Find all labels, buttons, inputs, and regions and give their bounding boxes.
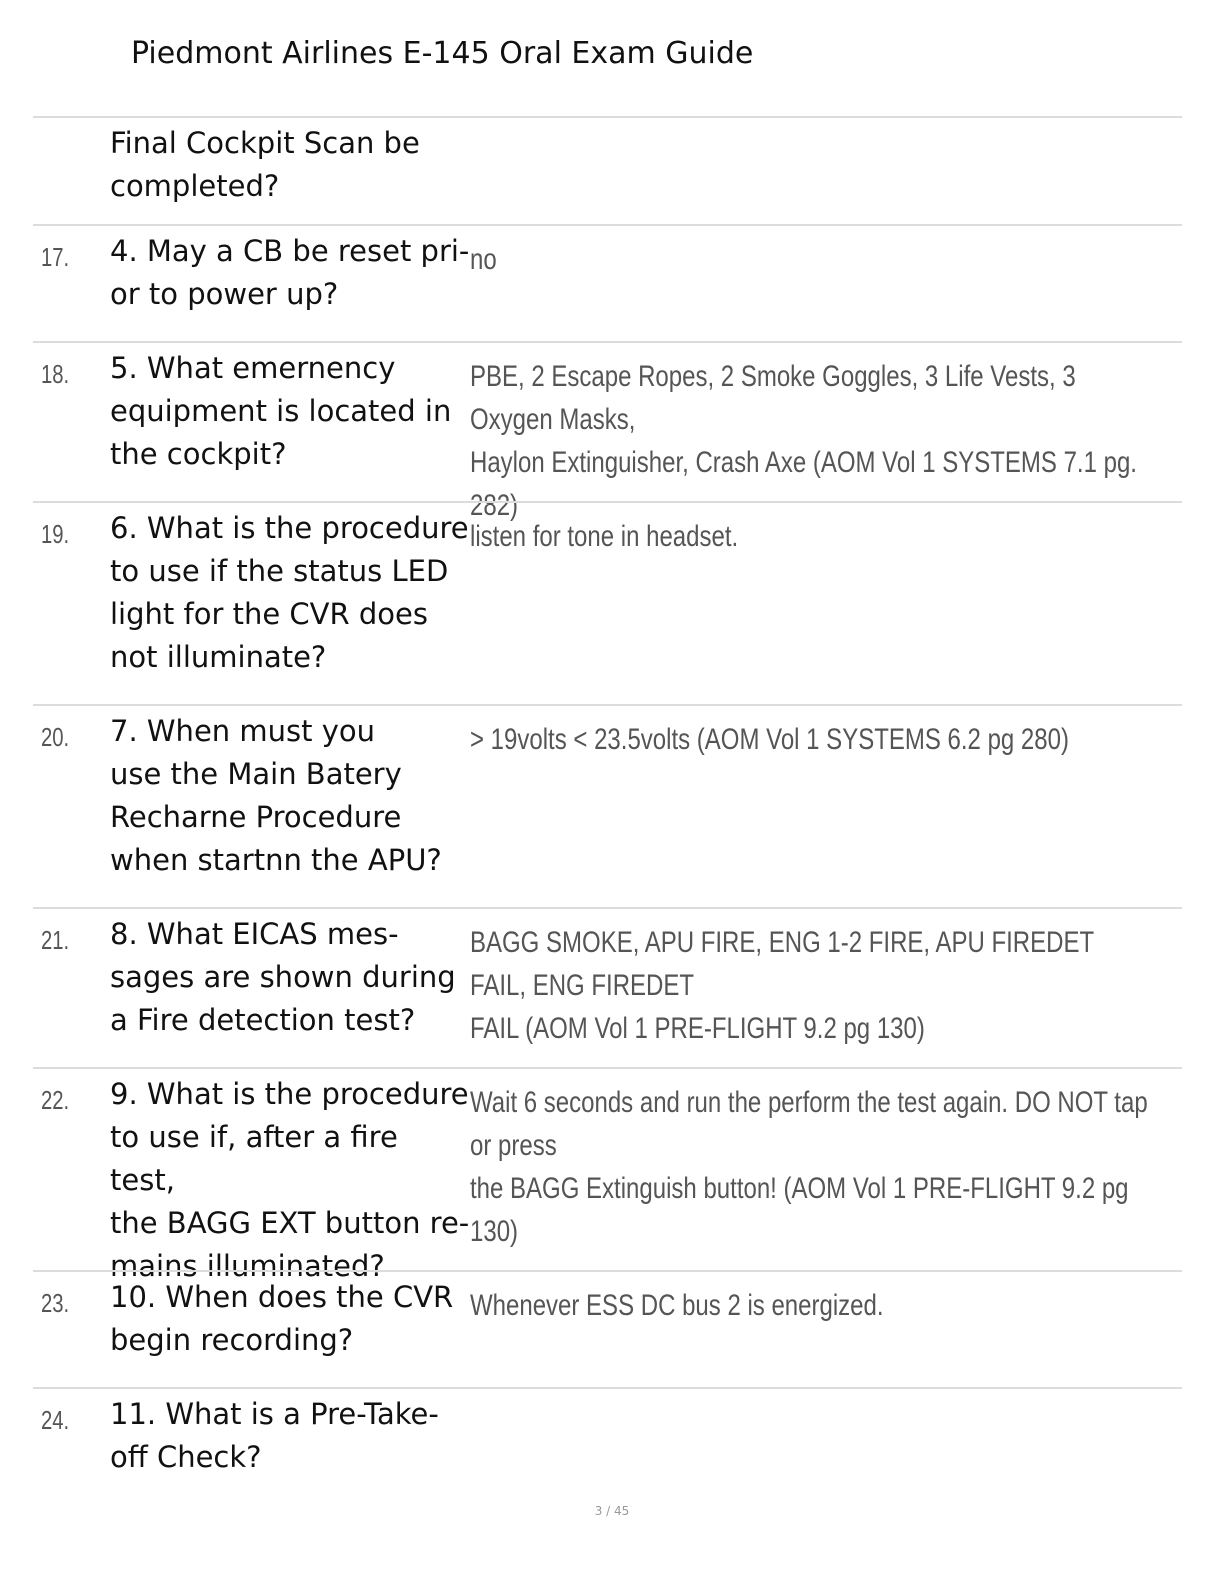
question-text: 8. What EICAS mes- sages are shown during a Fire detection test? — [110, 917, 456, 1037]
row-number: 19. — [41, 519, 70, 549]
question-text: 7. When must you use the Main Batery Recharne Procedure when startnn the APU? — [110, 714, 442, 877]
answer-text: no — [470, 243, 497, 276]
row-number: 23. — [41, 1288, 70, 1318]
row-number: 22. — [41, 1085, 70, 1115]
question-text: Final Cockpit Scan be completed? — [110, 126, 420, 203]
table-row — [33, 1067, 1182, 1283]
question-text: 10. When does the CVR begin recording? — [110, 1280, 454, 1357]
question-text: 6. What is the procedure to use if the status LED light for the CVR does not illuminate? — [110, 511, 469, 674]
question-text: 5. What emernency equipment is located in the cockpit? — [110, 351, 452, 471]
question-text: 4. May a CB be reset pri- or to power up? — [110, 234, 470, 311]
table-row — [33, 1270, 1182, 1387]
table-row — [33, 341, 1182, 522]
page-number: 3 / 45 — [594, 1504, 630, 1518]
document-title: Piedmont Airlines E-145 Oral Exam Guide — [131, 36, 754, 71]
row-number: 24. — [41, 1405, 70, 1435]
question-text: 11. What is a Pre-Take- off Check? — [110, 1397, 439, 1474]
question-text: 9. What is the procedure to use if, after a fire test, the BAGG EXT button re- mains illuminated? — [110, 1077, 470, 1283]
answer-text: > 19volts < 23.5volts (AOM Vol 1 SYSTEMS 6.2 pg 280) — [470, 723, 1069, 756]
table-row — [33, 224, 1182, 341]
row-number: 18. — [41, 359, 70, 389]
row-number: 17. — [41, 242, 70, 272]
answer-text: BAGG SMOKE, APU FIRE, ENG 1-2 FIRE, APU FIREDET FAIL, ENG FIREDET FAIL (AOM Vol 1 PRE-FLIGHT 9.2 pg 130) — [470, 926, 1094, 1045]
qa-table — [33, 116, 1182, 1497]
table-row — [33, 1387, 1182, 1497]
table-row — [33, 704, 1182, 907]
row-number: 20. — [41, 722, 70, 752]
table-row — [33, 501, 1182, 704]
row-number: 21. — [41, 925, 70, 955]
answer-text: Whenever ESS DC bus 2 is energized. — [470, 1289, 884, 1322]
answer-text: Wait 6 seconds and run the perform the test again. DO NOT tap or press the BAGG Extinguish button! (AOM Vol 1 PRE-FLIGHT 9.2 pg 130) — [470, 1086, 1148, 1248]
table-row — [33, 116, 1182, 224]
answer-text: listen for tone in headset. — [470, 520, 739, 553]
table-row — [33, 907, 1182, 1067]
answer-text: PBE, 2 Escape Ropes, 2 Smoke Goggles, 3 Life Vests, 3 Oxygen Masks, Haylon Extinguisher, Crash Axe (AOM Vol 1 SYSTEMS 7.1 pg. 282) — [470, 360, 1137, 522]
